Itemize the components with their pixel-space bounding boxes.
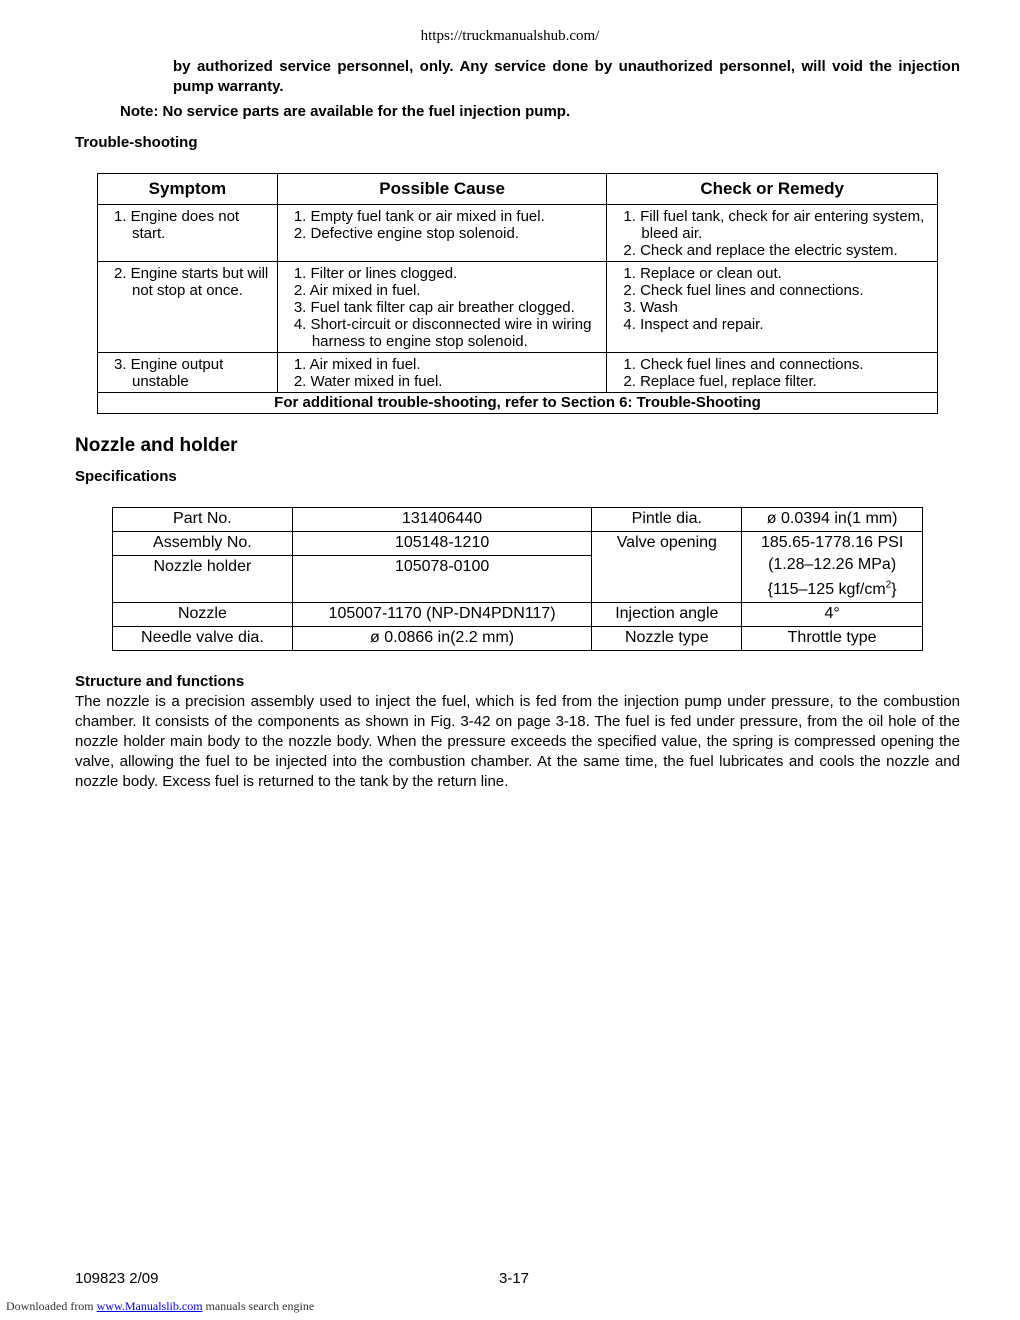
page-number: 3-17 [499,1270,530,1287]
table-row [113,532,923,556]
valve-opening-label: Valve opening [592,532,742,603]
symptom-cell [98,353,278,393]
list-item: 2. Check fuel lines and connections. [623,282,864,299]
table-row [113,508,923,532]
list-item: 2. Check and replace the electric system. [623,242,898,259]
list-item: 2. Air mixed in fuel. [293,282,421,299]
list-item: 2. Engine starts but will not stop at once. [114,265,269,299]
list-item: 3. Wash [623,299,678,316]
valve-opening-value [742,532,923,603]
document-number: 109823 2/09 [75,1270,159,1287]
cause-cell [277,353,607,393]
table-row [113,603,923,627]
nozzle-type-value: Throttle type [742,627,923,651]
list-item: 1. Check fuel lines and connections. [623,356,864,373]
nozzle-holder-value: 105078-0100 [292,556,592,603]
assembly-no-value: 105148-1210 [292,532,592,556]
trouble-shooting-table [97,173,938,414]
needle-valve-value: ø 0.0866 in(2.2 mm) [292,627,592,651]
structure-heading: Structure and functions [75,673,245,690]
table-row [98,353,938,393]
possible-cause-header: Possible Cause [277,174,607,205]
table-header-row [98,174,938,205]
nozzle-holder-heading: Nozzle and holder [75,435,238,456]
remedy-cell [607,262,938,353]
table-row [98,205,938,262]
list-item: 3. Engine output unstable [114,356,224,390]
list-item: 2. Defective engine stop solenoid. [293,225,519,242]
table-row [98,262,938,353]
valve-kgf: {115–125 kgf/$cm^2$} [767,579,897,598]
list-item: 1. Filter or lines clogged. [293,265,458,282]
trouble-shooting-heading: Trouble-shooting [75,134,198,151]
check-remedy-header: Check or Remedy [607,174,938,205]
nozzle-type-label: Nozzle type [592,627,742,651]
specifications-table [112,507,923,651]
header-url: https://truckmanualshub.com/ [420,28,600,44]
valve-psi: 185.65-1778.16 PSI [760,534,904,551]
download-prefix: Downloaded from [6,1299,94,1313]
symptom-cell [98,262,278,353]
list-item: 2. Replace fuel, replace filter. [623,373,817,390]
symptom-cell [98,205,278,262]
injection-angle-value: 4° [742,603,923,627]
valve-mpa: (1.28–12.26 MPa) [768,556,897,573]
part-no-value: 131406440 [292,508,592,532]
injection-angle-label: Injection angle [592,603,742,627]
structure-paragraph: The nozzle is a precision assembly used to inject the fuel, which is fed from the injection pump under pressure, to the combustion chamber. It consists of the components as shown in Fig. 3-42 on page 3-18. The fuel is fed under pressure, from the oil hole of the nozzle holder main body to the nozzle body. When the pressure exceeds the specified value, the spring is compressed opening the valve, allowing the fuel to be injected into the combustion chamber. At the same time, the fuel lubricates and cools the nozzle and nozzle body. Excess fuel is returned to the tank by the return line. [75,693,960,790]
pintle-dia-label: Pintle dia. [592,508,742,532]
list-item: 4. Short-circuit or disconnected wire in wiring harness to engine stop solenoid. [293,316,592,350]
note-text: Note: No service parts are available for the fuel injection pump. [120,103,571,120]
cause-cell [277,205,607,262]
part-no-label: Part No. [113,508,293,532]
download-banner [6,1299,314,1314]
manualslib-link[interactable]: www.Manualslib.com [96,1299,203,1313]
warning-text: by authorized service personnel, only. Any service done by unauthorized personnel, will void the injection pump warranty. [173,58,960,95]
list-item: 1. Air mixed in fuel. [293,356,421,373]
remedy-cell [607,353,938,393]
download-suffix: manuals search engine [205,1299,315,1313]
list-item: 1. Empty fuel tank or air mixed in fuel. [293,208,545,225]
assembly-no-label: Assembly No. [113,532,293,556]
list-item: 1. Engine does not start. [114,208,240,242]
needle-valve-label: Needle valve dia. [113,627,293,651]
list-item: 2. Water mixed in fuel. [293,373,443,390]
specifications-heading: Specifications [75,468,177,485]
cause-cell [277,262,607,353]
list-item: 3. Fuel tank filter cap air breather clogged. [293,299,575,316]
list-item: 4. Inspect and repair. [623,316,764,333]
table-footer-row [98,393,938,414]
list-item: 1. Replace or clean out. [623,265,782,282]
pintle-dia-value: ø 0.0394 in(1 mm) [742,508,923,532]
nozzle-holder-label: Nozzle holder [113,556,293,603]
symptom-header: Symptom [98,174,278,205]
table-row [113,627,923,651]
remedy-cell [607,205,938,262]
nozzle-value: 105007-1170 (NP-DN4PDN117) [292,603,592,627]
nozzle-label: Nozzle [113,603,293,627]
list-item: 1. Fill fuel tank, check for air entering system, bleed air. [623,208,925,242]
trouble-footer-note: For additional trouble-shooting, refer to Section 6: Trouble-Shooting [98,393,938,414]
